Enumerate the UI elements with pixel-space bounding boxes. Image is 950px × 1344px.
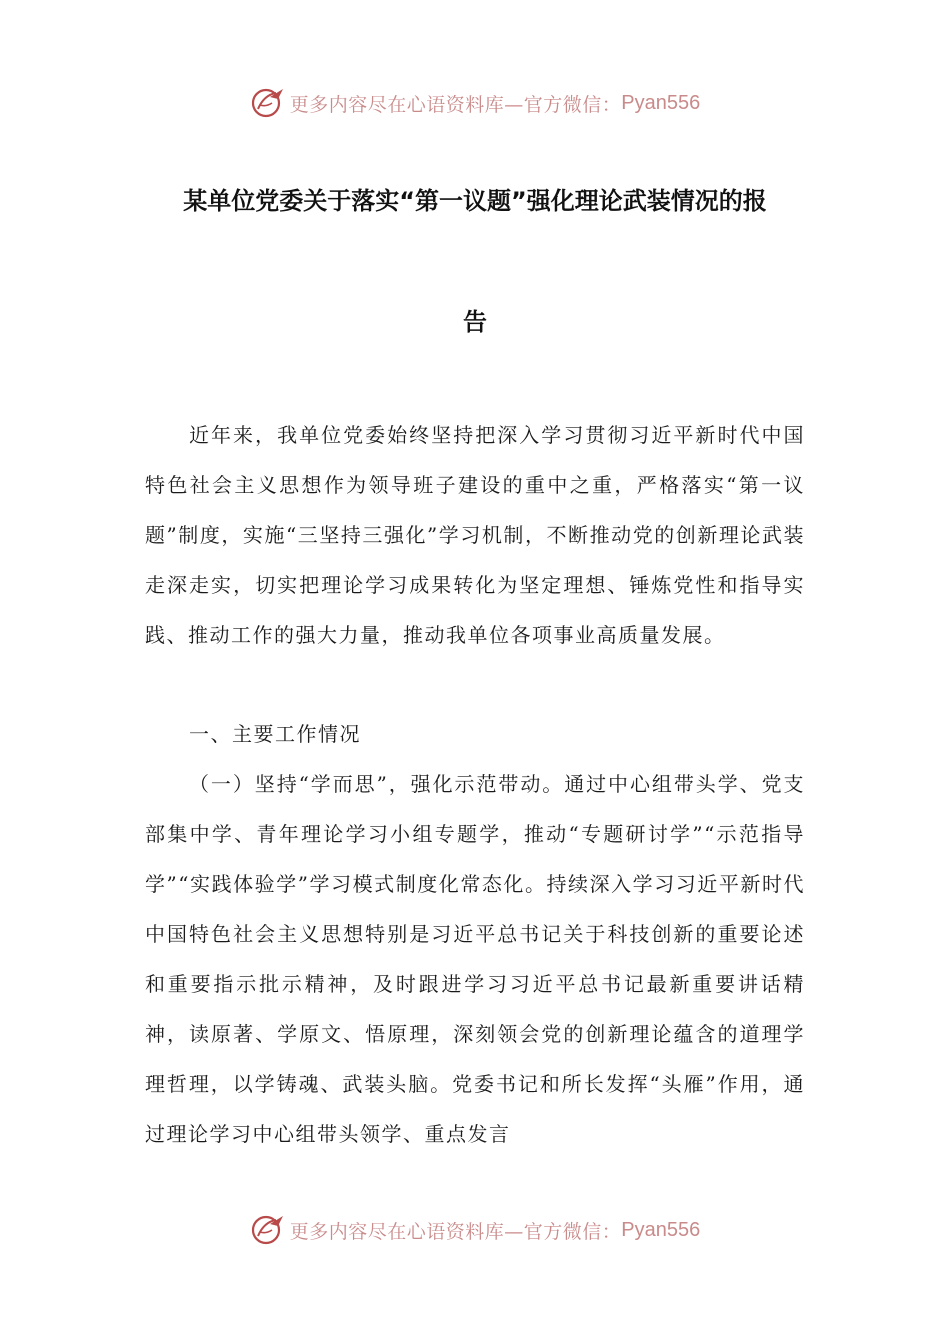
- watermark-banner-bottom: [0, 1208, 950, 1252]
- watermark-wechat-id: Pyan556: [621, 91, 701, 114]
- pen-logo-icon: [250, 85, 286, 121]
- document-title-line1: 某单位党委关于落实“第一议题”强化理论武装情况的报: [183, 187, 767, 215]
- document-title-line2: 告: [463, 308, 487, 336]
- body-paragraph-intro: 近年来，我单位党委始终坚持把深入学习贯彻习近平新时代中国特色社会主义思想作为领导班子建设的重中之重，严格落实“第一议题”制度，实施“三坚持三强化”学习机制，不断推动党的创新理论武装走深走实，切实把理论学习成果转化为坚定理想、锤炼党性和指导实践、推动工作的强大力量，推动我单位各项事业高质量发展。: [145, 423, 805, 647]
- watermark-wechat-id: Pyan556: [621, 1218, 701, 1241]
- pen-logo-icon: [250, 1212, 286, 1248]
- body-paragraph-section1-item1: （一）坚持“学而思”，强化示范带动。通过中心组带头学、党支部集中学、青年理论学习小组专题学，推动“专题研讨学”“示范指导学”“实践体验学”学习模式制度化常态化。持续深入学习习近平新时代中国特色社会主义思想特别是习近平总书记关于科技创新的重要论述和重要指示批示精神，及时跟进学习习近平总书记最新重要讲话精神，读原著、学原文、悟原理，深刻领会党的创新理论蕴含的道理学理哲理，以学铸魂、武装头脑。党委书记和所长发挥“头雁”作用，通过理论学习中心组带头领学、重点发言: [145, 772, 805, 1146]
- watermark-banner-top: [0, 81, 950, 125]
- watermark-text: 更多内容尽在心语资料库—官方微信：: [289, 93, 622, 116]
- section-heading-1: 一、主要工作情况: [189, 722, 361, 746]
- watermark-text: 更多内容尽在心语资料库—官方微信：: [289, 1220, 622, 1243]
